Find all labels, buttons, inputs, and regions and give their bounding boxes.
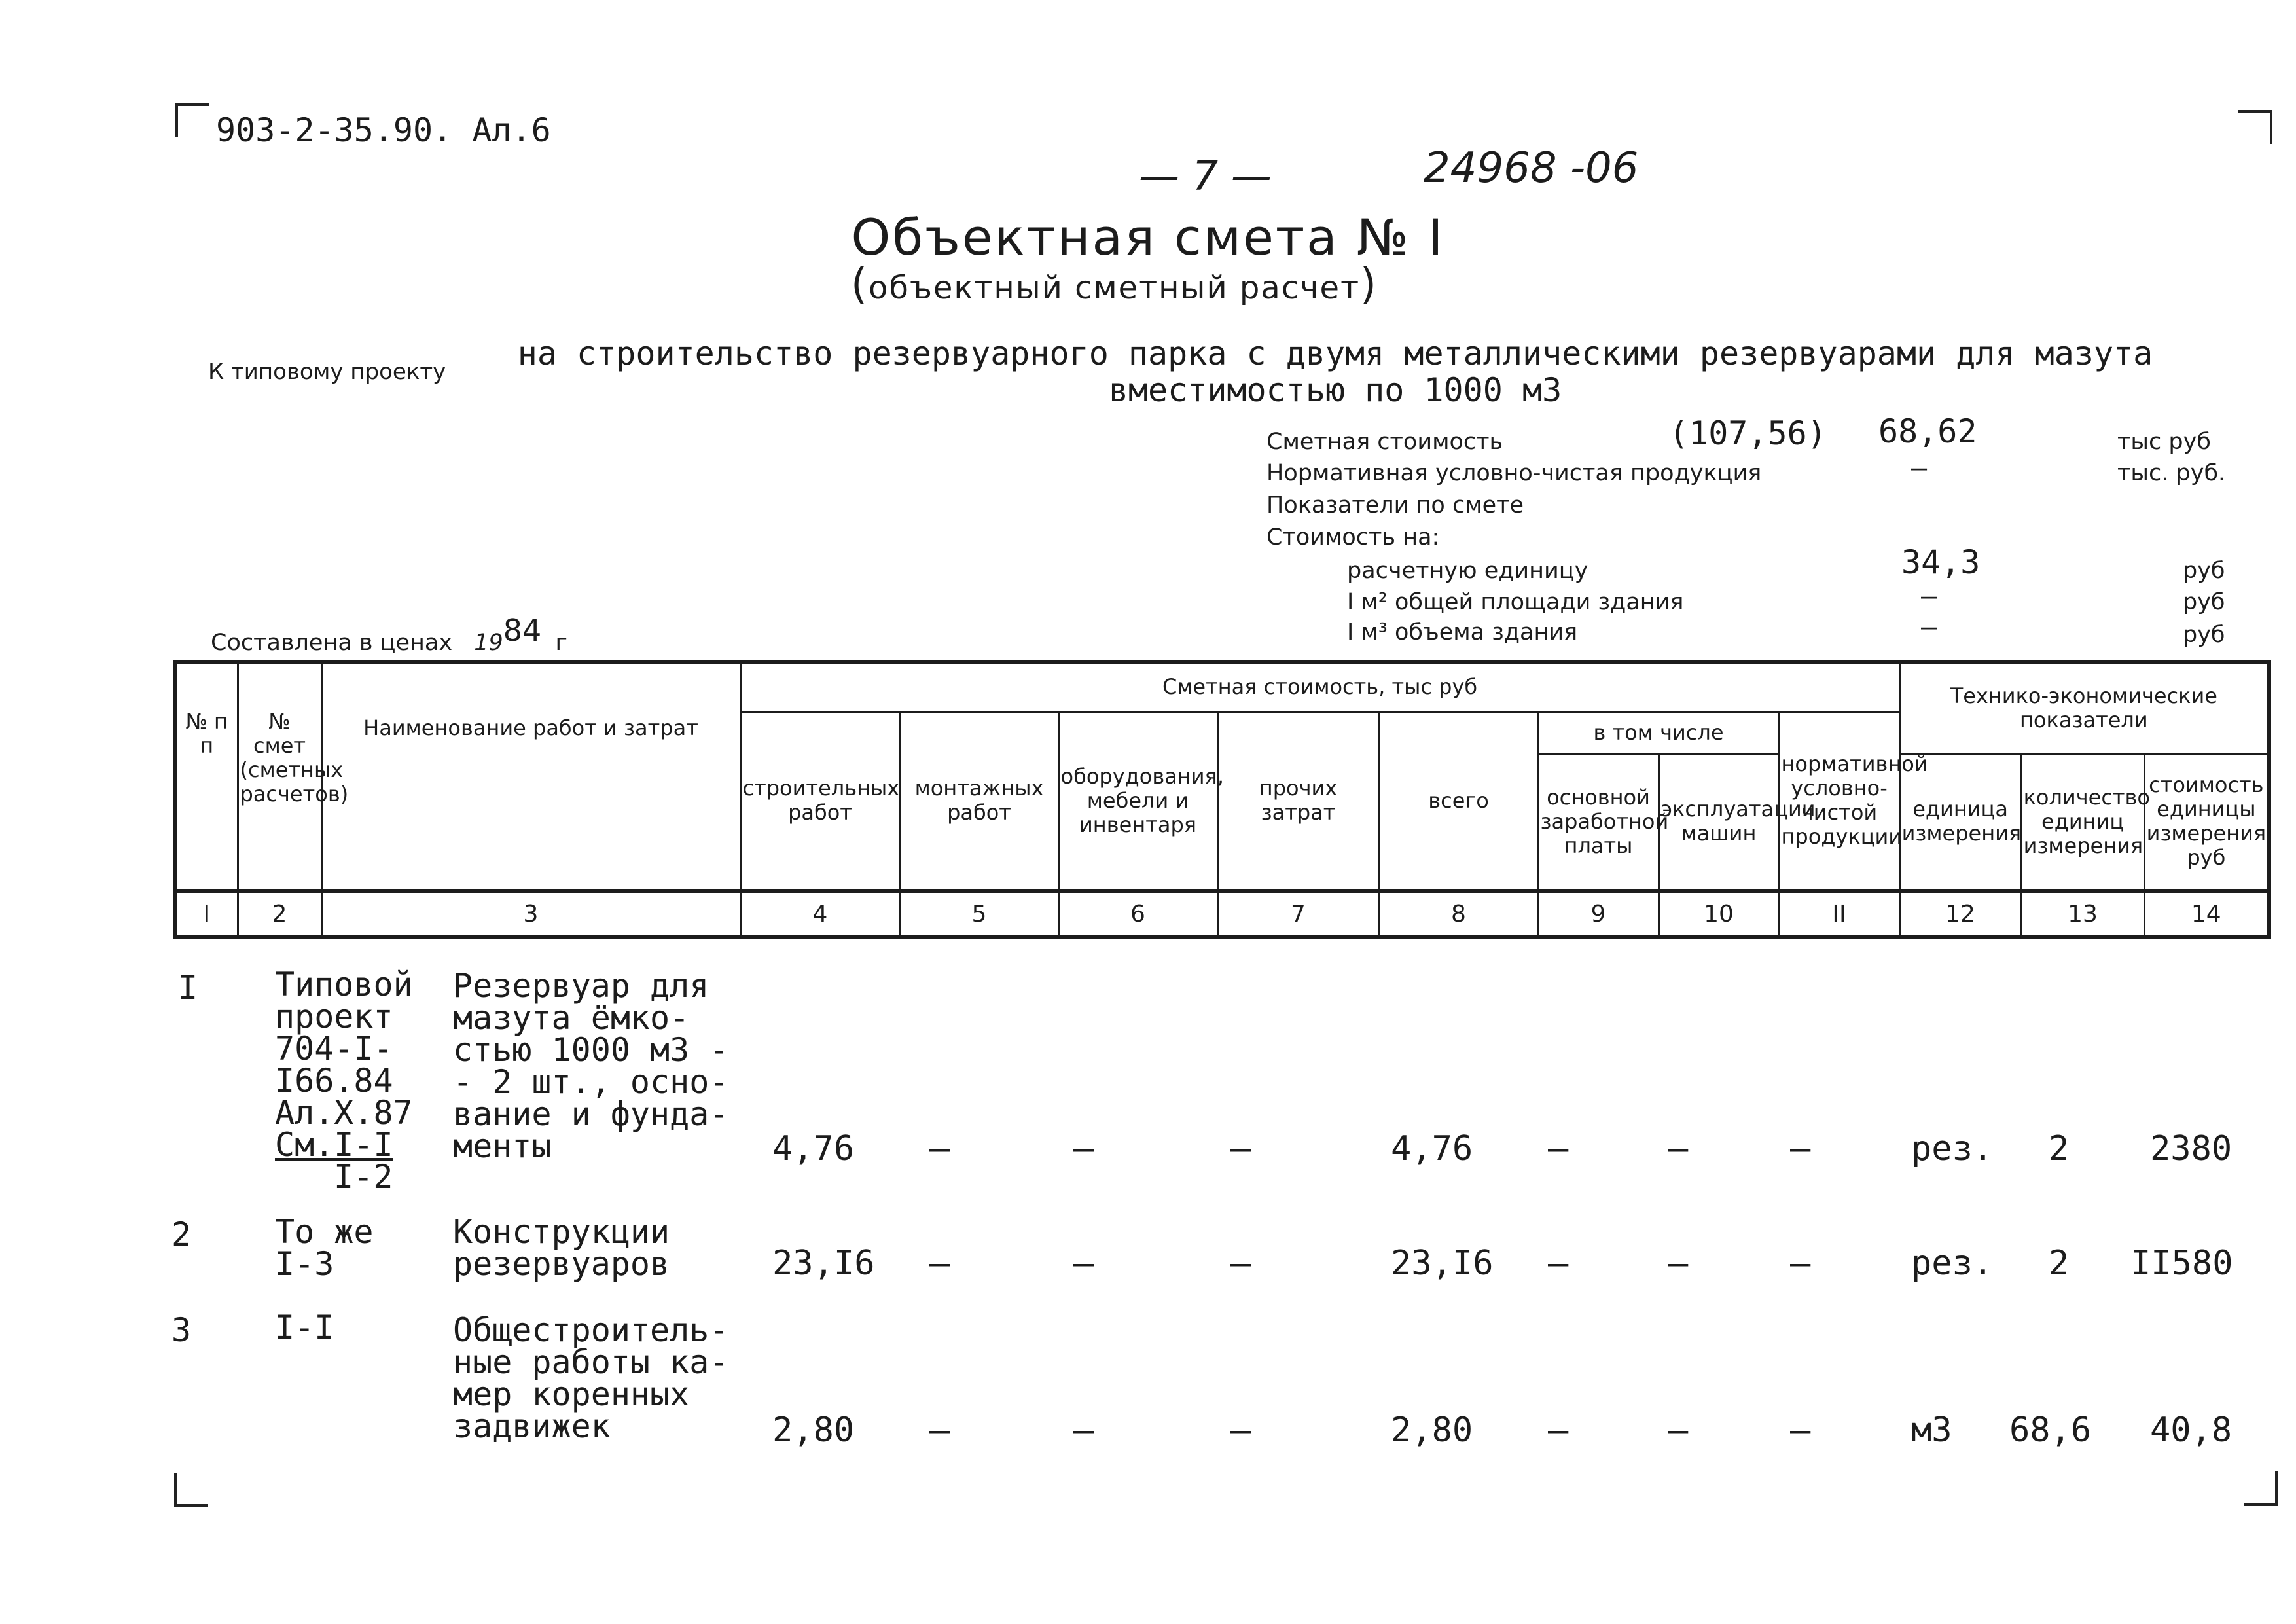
area-unit: руб xyxy=(2183,589,2225,615)
cell-assembly: — xyxy=(929,1411,950,1450)
col-number: 13 xyxy=(2021,891,2144,937)
cell-construction: 23,I6 xyxy=(772,1244,875,1283)
col-other: прочих затрат xyxy=(1217,712,1379,891)
area-label: I м² общей площади здания xyxy=(1347,589,1684,615)
col-number: I xyxy=(175,891,238,937)
registration-number: 24968 -06 xyxy=(1424,144,1639,192)
cell-unit-cost: 2380 xyxy=(2150,1129,2233,1168)
corner-mark-bottom-right xyxy=(2244,1471,2278,1506)
col-number: 2 xyxy=(238,891,321,937)
calc-unit-unit: руб xyxy=(2183,558,2225,584)
col-total: всего xyxy=(1379,712,1538,891)
group-including: в том числе xyxy=(1538,712,1779,753)
cell-wages: — xyxy=(1548,1244,1569,1283)
col-number: II xyxy=(1779,891,1899,937)
estimated-cost-label: Сметная стоимость xyxy=(1266,429,1503,455)
cell-equipment: — xyxy=(1073,1129,1094,1168)
cell-other: — xyxy=(1230,1411,1251,1450)
volume-label: I м³ объема здания xyxy=(1347,619,1578,645)
col-name: Наименование работ и затрат xyxy=(321,662,740,891)
cell-net-output: — xyxy=(1790,1244,1811,1283)
document-code: 903-2-35.90. Ал.6 xyxy=(216,111,551,149)
cell-other: — xyxy=(1230,1244,1251,1283)
cell-unit: м3 xyxy=(1911,1411,1952,1450)
cell-net-output: — xyxy=(1790,1129,1811,1168)
cell-unit-cost: II580 xyxy=(2130,1244,2233,1283)
row-estimate-ref: Типовой проект 704-I- I66.84 Ал.X.87 См.I-I I-2 xyxy=(275,965,413,1196)
cell-assembly: — xyxy=(929,1129,950,1168)
row-work-name: Общестроитель- ные работы ка- мер коренных задвижек xyxy=(453,1311,729,1445)
group-cost: Сметная стоимость, тыс руб xyxy=(740,662,1899,712)
net-output-unit: тыс. руб. xyxy=(2117,460,2226,486)
col-estimate-no: № смет (сметных расчетов) xyxy=(238,662,321,891)
project-description: на строительство резервуарного парка с двумя металлическими резервуарами для мазута вместимостью по 1000 м3 xyxy=(517,334,2153,409)
col-wages: основной заработной платы xyxy=(1538,753,1659,891)
cell-qty: 2 xyxy=(2049,1244,2070,1283)
col-machines: эксплуатации машин xyxy=(1659,753,1779,891)
cell-assembly: — xyxy=(929,1244,950,1283)
row-work-name: Конструкции резервуаров xyxy=(453,1213,670,1283)
col-construction: строительных работ xyxy=(740,712,900,891)
cell-total: 23,I6 xyxy=(1391,1244,1494,1283)
corner-mark-top-left xyxy=(175,103,209,137)
cell-machines: — xyxy=(1668,1129,1689,1168)
cell-net-output: — xyxy=(1790,1411,1811,1450)
estimated-cost-value: 68,62 xyxy=(1878,412,1977,450)
col-number: 6 xyxy=(1058,891,1217,937)
cell-qty: 68,6 xyxy=(2009,1411,2092,1450)
cell-total: 2,80 xyxy=(1391,1411,1473,1450)
cost-per-label: Стоимость на: xyxy=(1266,524,1440,550)
cell-equipment: — xyxy=(1073,1411,1094,1450)
row-number: 3 xyxy=(171,1311,192,1349)
cell-unit-cost: 40,8 xyxy=(2150,1411,2233,1450)
cell-construction: 4,76 xyxy=(772,1129,855,1168)
group-tech: Технико-экономические показатели xyxy=(1899,662,2269,753)
estimate-table-header xyxy=(173,660,2271,939)
cell-total: 4,76 xyxy=(1391,1129,1473,1168)
corner-mark-top-right xyxy=(2238,110,2272,144)
col-np: № п п xyxy=(175,662,238,891)
indicators-label: Показатели по смете xyxy=(1266,492,1524,518)
col-qty: количество единиц измерения xyxy=(2021,753,2144,891)
cell-qty: 2 xyxy=(2049,1129,2070,1168)
col-unit-cost: стоимость единицы измерения, руб xyxy=(2144,753,2269,891)
row-number: I xyxy=(178,969,198,1007)
calc-unit-label: расчетную единицу xyxy=(1347,558,1588,584)
col-unit: единица измерения xyxy=(1899,753,2021,891)
page-title: Объектная смета № I xyxy=(851,208,1445,266)
cell-machines: — xyxy=(1668,1411,1689,1450)
col-equipment: оборудования, мебели и инвентаря xyxy=(1058,712,1217,891)
col-number: 4 xyxy=(740,891,900,937)
cell-wages: — xyxy=(1548,1411,1569,1450)
col-number: 7 xyxy=(1217,891,1379,937)
col-number: 8 xyxy=(1379,891,1538,937)
net-output-label: Нормативная условно-чистая продукция xyxy=(1266,460,1762,486)
to-project-label: К типовому проекту xyxy=(208,359,446,385)
page-subtitle: (объектный сметный расчет) xyxy=(851,261,1378,309)
col-number: 9 xyxy=(1538,891,1659,937)
area-value: — xyxy=(1921,581,1937,611)
volume-value: — xyxy=(1921,612,1937,642)
cell-construction: 2,80 xyxy=(772,1411,855,1450)
cell-wages: — xyxy=(1548,1129,1569,1168)
row-estimate-ref: I-I xyxy=(275,1308,334,1346)
row-work-name: Резервуар для мазута ёмко- стью 1000 м3 - - 2 шт., осно- вание и фунда- менты xyxy=(453,967,729,1165)
volume-unit: руб xyxy=(2183,622,2225,648)
cell-other: — xyxy=(1230,1129,1251,1168)
col-number: 5 xyxy=(900,891,1058,937)
page-number: — 7 — xyxy=(1139,152,1272,200)
corner-mark-bottom-left xyxy=(174,1473,208,1507)
net-output-value: — xyxy=(1911,453,1928,483)
cell-machines: — xyxy=(1668,1244,1689,1283)
col-net-output: нормативной условно-чистой продукции xyxy=(1779,712,1899,891)
col-assembly: монтажных работ xyxy=(900,712,1058,891)
cell-unit: рез. xyxy=(1911,1129,1994,1168)
cell-unit: рез. xyxy=(1911,1244,1994,1283)
calc-unit-value: 34,3 xyxy=(1901,543,1981,581)
cell-equipment: — xyxy=(1073,1244,1094,1283)
row-estimate-ref: То же I-3 xyxy=(275,1213,374,1283)
estimated-cost-old: (107,56) xyxy=(1669,414,1827,452)
row-number: 2 xyxy=(171,1216,192,1254)
col-number: 12 xyxy=(1899,891,2021,937)
compiled-prices: Составлена в ценах 1984 г xyxy=(211,613,567,656)
col-number: 10 xyxy=(1659,891,1779,937)
estimated-cost-unit: тыс руб xyxy=(2117,429,2211,455)
col-number: 14 xyxy=(2144,891,2269,937)
col-number: 3 xyxy=(321,891,740,937)
